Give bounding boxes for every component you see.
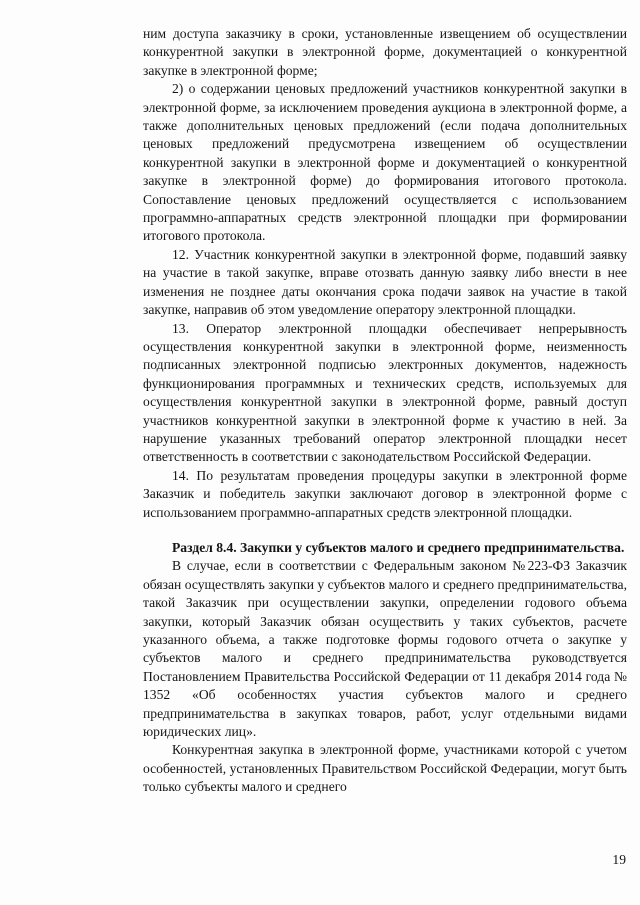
- paragraph-item-14: 14. По результатам проведения процедуры закупки в электронной форме Заказчик и победитель закупки заключают договор в электронной форме с использованием программно-аппаратных средств электронной площадки.: [143, 467, 627, 520]
- paragraph-item-13: 13. Оператор электронной площадки обеспечивает непрерывность осуществления конкурентной закупки в электронной форме, неизменность подписанных электронной подписью электронных документов, надежность функционирования программных и технических средств, используемых для осуществления конкурентной закупки в электронной форме, равный доступ участников конкурентной закупки в электронной форме к участию в ней. За нарушение указанных требований оператор электронной площадки несет ответственность в соответствии с законодательством Российской Федерации.: [143, 320, 627, 465]
- page-number: 19: [612, 852, 626, 867]
- paragraph-item-2: 2) о содержании ценовых предложений участников конкурентной закупки в электронной форме, за исключением проведения аукциона в электронной форме, а также дополнительных ценовых предложений (если подача дополнительных ценовых предложений предусмотрена извещением об осуществлении конкурентной закупки в электронной форме и документацией о конкурентной закупке в электронной форме) до формирования итогового протокола. Сопоставление ценовых предложений осуществляется с использованием программно-аппаратных средств электронной площадки при формировании итогового протокола.: [143, 81, 627, 244]
- paragraph-sme-requirements: В случае, если в соответствии с Федеральным законом №223-ФЗ Заказчик обязан осуществлять закупки у субъектов малого и среднего предпринимательства, такой Заказчик при осуществлении закупки, определении годового объема закупки, который Заказчик обязан осуществить у таких субъектов, расчете указанного объема, а также подготовке формы годового отчета о закупке у субъектов малого и среднего предпринимательства руководствуется Постановлением Правительства Российской Федерации от 11 декабря 2014 года № 1352 «Об особенностях участия субъектов малого и среднего предпринимательства в закупках товаров, работ, услуг отдельными видами юридических лиц».: [143, 558, 627, 740]
- paragraph-sme-participants: Конкурентная закупка в электронной форме, участниками которой с учетом особенностей, установленных Правительством Российской Федерации, могут быть только субъекты малого и среднего: [143, 742, 627, 795]
- paragraph-item-12: 12. Участник конкурентной закупки в электронной форме, подавший заявку на участие в такой закупке, вправе отозвать данную заявку либо внести в нее изменения не позднее даты окончания срока подачи заявок на участие в такой закупке, направив об этом уведомление оператору электронной площадки.: [143, 246, 627, 318]
- document-body: [143, 25, 627, 797]
- paragraph-continuation: ним доступа заказчику в сроки, установленные извещением об осуществлении конкурентной закупки в электронной форме, документацией о конкурентной закупке в электронной форме;: [143, 26, 627, 78]
- section-heading: Раздел 8.4. Закупки у субъектов малого и среднего предпринимательства.: [172, 539, 625, 555]
